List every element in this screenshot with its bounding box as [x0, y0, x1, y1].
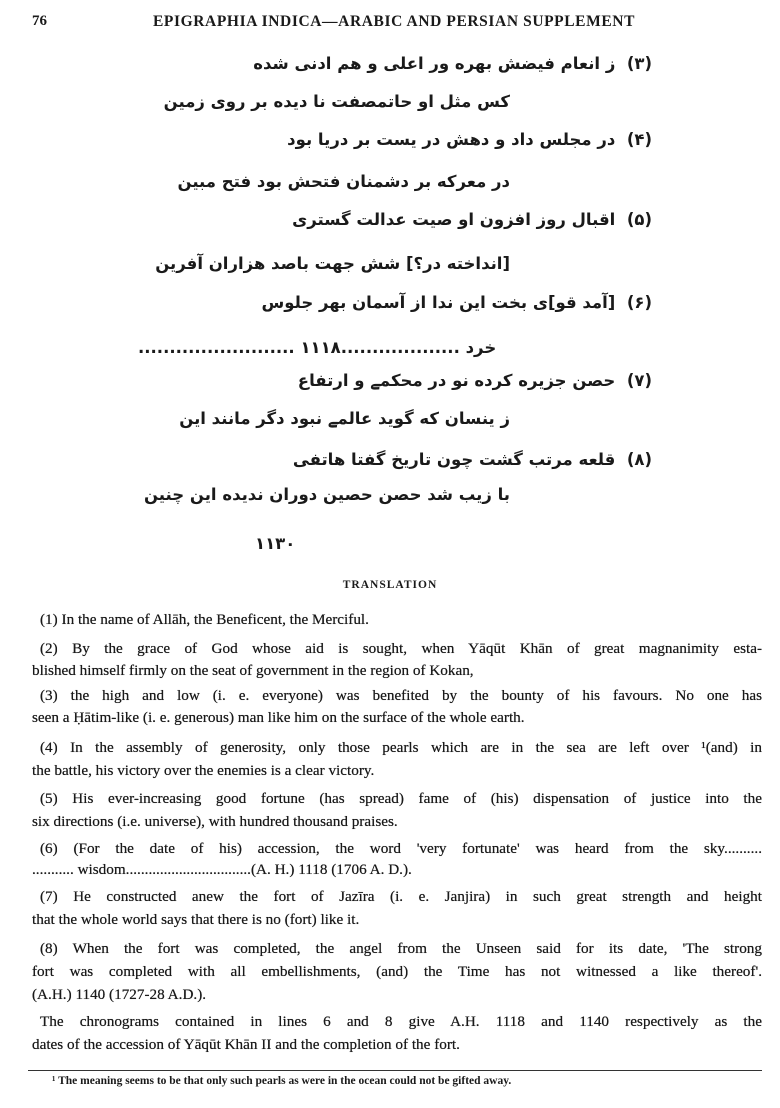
translation-line: ........... wisdom.................................(A. H.) 1118 (1706 A. D.).: [32, 861, 412, 878]
verse-6-second: ......................... خرد ...................۱۱۱۸: [138, 338, 497, 357]
verse-5-second: [انداخته در؟] شش جهت باصد هزاران آفرین: [155, 254, 510, 273]
translation-line: (A.H.) 1140 (1727-28 A.D.).: [32, 986, 207, 1003]
translation-line: (8) When the fort was completed, the angel from the Unseen said for its date, 'The strong: [40, 940, 762, 957]
verse-7-second: ز ینسان که گوید عالمے نبود دگر مانند این: [179, 409, 510, 428]
translation-line: six directions (i.e. universe), with hundred thousand praises.: [32, 813, 398, 830]
translation-line: seen a Ḥātim-like (i. e. generous) man like him on the surface of the whole earth.: [32, 709, 525, 726]
verse-7-first: (۷) حصن جزیره کرده نو در محکمے و ارتفاع: [297, 371, 652, 390]
page-number: 76: [32, 13, 47, 29]
translation-line: The chronograms contained in lines 6 and 8 give A.H. 1118 and 1140 respectively as the: [40, 1013, 762, 1030]
footnote-divider: [28, 1070, 762, 1071]
translation-line: (6) (For the date of his) accession, the word 'very fortunate' was heard from the sky..........: [40, 840, 762, 857]
running-title: EPIGRAPHIA INDICA—ARABIC AND PERSIAN SUPPLEMENT: [152, 13, 636, 30]
translation-line: (3) the high and low (i. e. everyone) was benefited by the bounty of his favours. No one has: [40, 687, 762, 704]
verse-8-first: (۸) قلعه مرتب گشت چون تاریخ گفتا هاتفی: [292, 450, 652, 469]
translation-line: (7) He constructed anew the fort of Jazīra (i. e. Janjira) in such great strength and height: [40, 888, 762, 905]
verse-5-first: (۵) اقبال روز افزون او صیت عدالت گستری: [292, 210, 652, 229]
verse-3-second: کس مثل او حاتمصفت نا دیده بر روی زمین: [163, 92, 510, 111]
translation-line: that the whole world says that there is no (fort) like it.: [32, 911, 360, 928]
verse-6-first: (۶) [آمد قو]ی بخت این ندا از آسمان بهر جلوس: [261, 293, 652, 312]
translation-line: (1) In the name of Allāh, the Beneficent, the Merciful.: [40, 611, 369, 628]
translation-line: (2) By the grace of God whose aid is sought, when Yāqūt Khān of great magnanimity esta-: [40, 640, 762, 657]
verse-4-second: در معرکه بر دشمنان فتحش بود فتح مبین: [177, 172, 510, 191]
verse-8-second: با زیب شد حصن حصین دوران ندیده این چنین: [143, 485, 510, 504]
translation-line: the battle, his victory over the enemies is a clear victory.: [32, 762, 375, 779]
translation-heading: TRANSLATION: [342, 579, 438, 591]
translation-line: fort was completed with all embellishments, (and) the Time has not witnessed a like thereof'.: [32, 963, 762, 980]
translation-line: blished himself firmly on the seat of government in the region of Kokan,: [32, 662, 474, 679]
final-date: ۱۱۳۰: [255, 534, 296, 553]
footnote: ¹ The meaning seems to be that only such pearls as were in the ocean could not be gifted away.: [52, 1075, 512, 1087]
translation-line: dates of the accession of Yāqūt Khān II and the completion of the fort.: [32, 1036, 460, 1053]
translation-line: (4) In the assembly of generosity, only those pearls which are in the sea are left over ¹(and) in: [40, 739, 762, 756]
verse-4-first: (۴) در مجلس داد و دهش در یست بر دریا بود: [287, 130, 652, 149]
translation-line: (5) His ever-increasing good fortune (has spread) fame of (his) dispensation of justice into the: [40, 790, 762, 807]
verse-3-first: (۳) ز انعام فیضش بهره ور اعلی و هم ادنی شده: [253, 54, 652, 73]
